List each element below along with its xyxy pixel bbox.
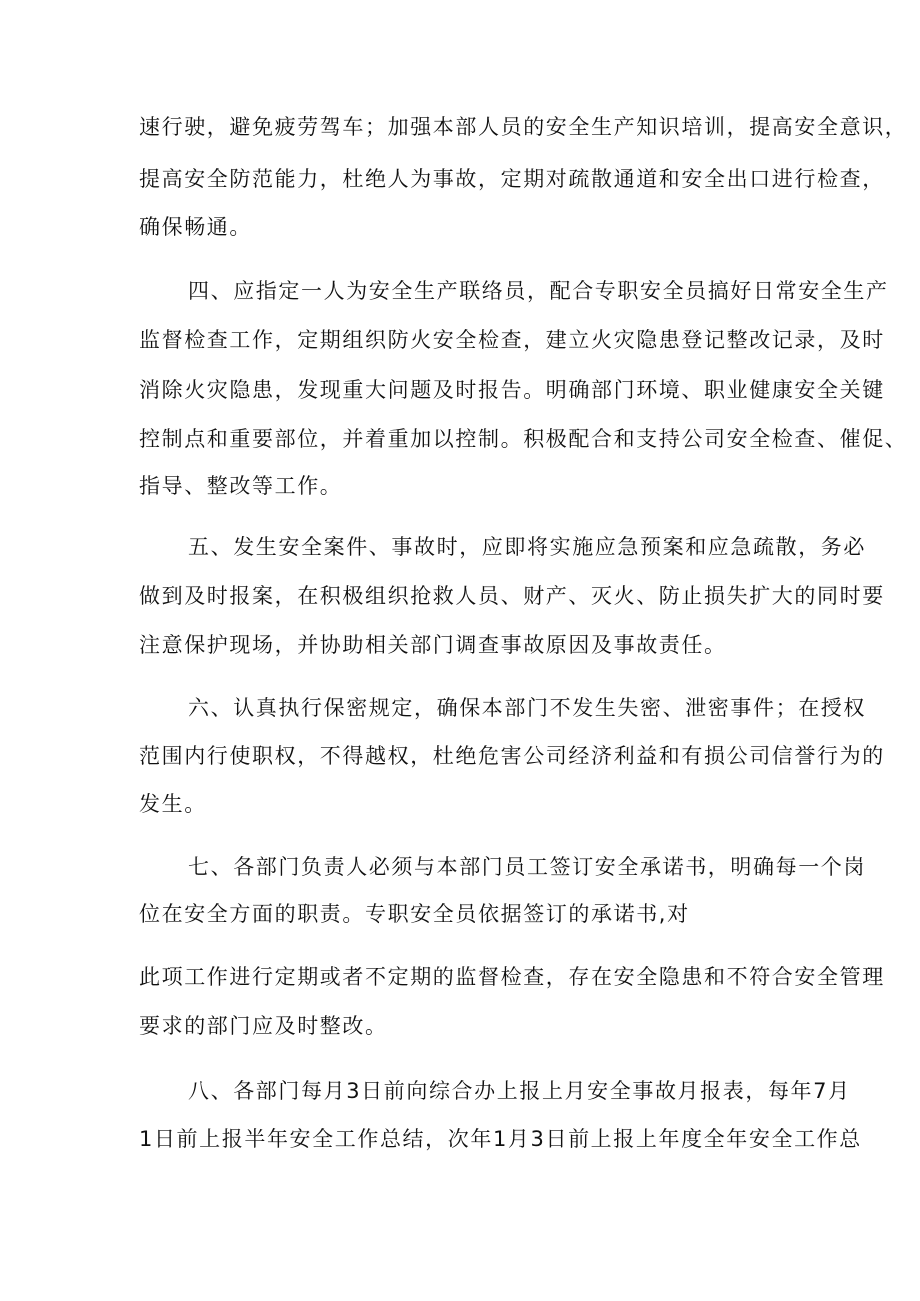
text-line: 确保畅通。 xyxy=(139,215,252,239)
paragraph-7-start: 七、各部门负责人必须与本部门员工签订安全承诺书，明确每一个岗 xyxy=(188,855,866,879)
text-line: 监督检查工作，定期组织防火安全检查，建立火灾隐患登记整改记录，及时 xyxy=(139,328,885,352)
text-line: 要求的部门应及时整改。 xyxy=(139,1014,388,1038)
paragraph-4-start: 四、应指定一人为安全生产联络员，配合专职安全员搞好日常安全生产 xyxy=(188,279,889,303)
text-line: 发生。 xyxy=(139,792,207,816)
paragraph-5-start: 五、发生安全案件、事故时，应即将实施应急预案和应急疏散，务必 xyxy=(188,535,866,559)
text-line: 指导、整改等工作。 xyxy=(139,474,343,498)
text-line: 位在安全方面的职责。专职安全员依据签订的承诺书,对 xyxy=(139,902,690,926)
text-line: 1日前上报半年安全工作总结，次年1月3日前上报上年度全年安全工作总 xyxy=(139,1127,862,1151)
text-line: 注意保护现场，并协助相关部门调查事故原因及事故责任。 xyxy=(139,633,727,657)
text-line: 做到及时报案，在积极组织抢救人员、财产、灭火、防止损失扩大的同时要 xyxy=(139,584,885,608)
text-line: 消除火灾隐患，发现重大问题及时报告。明确部门环境、职业健康安全关键 xyxy=(139,378,885,402)
paragraph-8-start: 八、各部门每月3日前向综合办上报上月安全事故月报表，每年7月 xyxy=(188,1079,851,1103)
paragraph-6-start: 六、认真执行保密规定，确保本部门不发生失密、泄密事件；在授权 xyxy=(188,696,866,720)
text-line: 控制点和重要部位，并着重加以控制。积极配合和支持公司安全检查、催促、 xyxy=(139,427,908,451)
text-line: 此项工作进行定期或者不定期的监督检查，存在安全隐患和不符合安全管理 xyxy=(139,965,885,989)
text-line: 范围内行使职权，不得越权，杜绝危害公司经济利益和有损公司信誉行为的 xyxy=(139,744,885,768)
text-line: 提高安全防范能力，杜绝人为事故，定期对疏散通道和安全出口进行检查， xyxy=(139,167,885,191)
text-line: 速行驶，避免疲劳驾车；加强本部人员的安全生产知识培训，提高安全意识， xyxy=(139,115,908,139)
